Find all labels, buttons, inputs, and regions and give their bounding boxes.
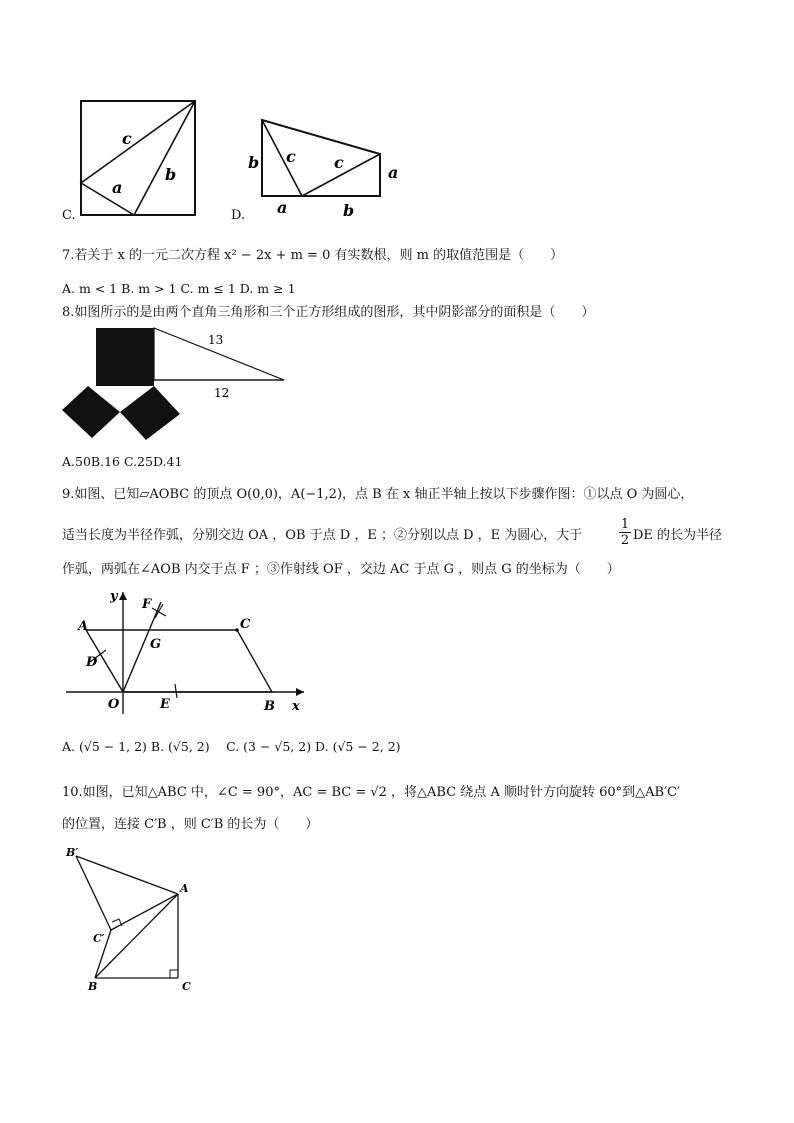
fig-d-label-b-left: b xyxy=(248,153,260,172)
right-angle-c xyxy=(170,970,178,978)
fig10-label-c-prime: C′ xyxy=(93,932,105,945)
point-c-dot xyxy=(235,628,239,632)
fig-d-label-a-bottom: a xyxy=(277,198,288,217)
trapezoid-outline xyxy=(262,120,380,196)
option-c-label: C. xyxy=(62,208,76,223)
fig9-label-o: O xyxy=(108,697,120,712)
shaded-square-right xyxy=(120,386,180,440)
q9-line2b: DE 的长为半径 xyxy=(633,528,723,543)
figure-q8 xyxy=(62,322,286,446)
fig9-label-e: E xyxy=(160,697,170,712)
q9-fraction xyxy=(619,517,631,548)
q10-line2: 的位置，连接 C′B ，则 C′B 的长为（ ） xyxy=(62,817,319,832)
fig9-label-x: x xyxy=(292,699,300,714)
fig10-label-c: C xyxy=(182,980,191,993)
shaded-square-left xyxy=(62,386,120,438)
fig9-label-y: y xyxy=(110,589,118,604)
fig9-label-f: F xyxy=(142,597,152,612)
fig-c-label-b: b xyxy=(165,165,177,184)
q10-line1: 10.如图，已知△ABC 中，∠C = 90°，AC = BC = √2 ，将△ABC 绕点 A 顺时针方向旋转 60°到△AB′C′ xyxy=(62,785,680,800)
segment-b-a xyxy=(95,894,178,978)
figure-q9 xyxy=(62,586,308,720)
fig9-label-g: G xyxy=(150,637,162,652)
q9-options: A. (√5 − 1, 2) B. (√5, 2) C. (3 − √5, 2) D. (√5 − 2, 2) xyxy=(62,739,401,754)
q8-stem: 8.如图所示的是由两个直角三角形和三个正方形组成的图形，其中阴影部分的面积是（ ） xyxy=(62,305,595,320)
fig9-label-d: D xyxy=(86,655,98,670)
shaded-square-top xyxy=(96,328,154,386)
q9-line2a: 适当长度为半径作弧，分别交边 OA ，OB 于点 D ，E ；②分别以点 D ，E 为圆心，大于 xyxy=(62,528,583,543)
fig-d-label-c2: c xyxy=(334,153,344,172)
fig-c-label-a: a xyxy=(112,178,123,197)
segment-c1 xyxy=(262,120,302,196)
q9-frac-num: 1 xyxy=(620,517,630,532)
fig-d-label-b-bottom: b xyxy=(343,201,355,220)
x-axis-arrow xyxy=(296,688,304,696)
outer-square xyxy=(81,101,195,215)
fig-d-label-c1: c xyxy=(286,147,296,166)
figure-q10 xyxy=(62,842,202,994)
fig-d-label-a-right: a xyxy=(388,163,399,182)
arc-mark-e xyxy=(175,684,177,698)
parallelogram-aobc xyxy=(86,630,272,692)
q9-line3: 作弧，两弧在∠AOB 内交于点 F ；③作射线 OF ，交边 AC 于点 G ，则点 G 的坐标为（ ） xyxy=(62,562,620,577)
fig9-label-c: C xyxy=(240,617,251,632)
q9-line1: 9.如图、已知▱AOBC 的顶点 O(0,0)，A(−1,2)，点 B 在 x 轴正半轴上按以下步骤作图：①以点 O 为圆心， xyxy=(62,487,694,502)
inner-triangle xyxy=(81,101,195,215)
fig9-label-a: A xyxy=(78,619,89,634)
q7-options: A. m < 1 B. m > 1 C. m ≤ 1 D. m ≥ 1 xyxy=(62,281,296,296)
fig-c-label-c: c xyxy=(122,129,132,148)
figure-q6-d xyxy=(246,112,402,222)
fig10-label-a: A xyxy=(180,882,189,895)
q7-stem: 7.若关于 x 的一元二次方程 x² − 2x + m = 0 有实数根，则 m 的取值范围是（ ） xyxy=(62,248,564,263)
q9-frac-den: 2 xyxy=(620,533,630,548)
fig8-label-13: 13 xyxy=(208,333,224,347)
q8-options: A.50B.16 C.25D.41 xyxy=(62,454,183,469)
option-d-label: D. xyxy=(231,208,246,223)
fig8-label-12: 12 xyxy=(214,386,230,400)
figure-q6-c xyxy=(78,98,200,220)
fig10-label-b: B xyxy=(88,980,98,993)
fig9-label-b: B xyxy=(264,699,275,714)
y-axis-arrow xyxy=(119,592,127,600)
fig10-label-b-prime: B′ xyxy=(66,846,79,859)
